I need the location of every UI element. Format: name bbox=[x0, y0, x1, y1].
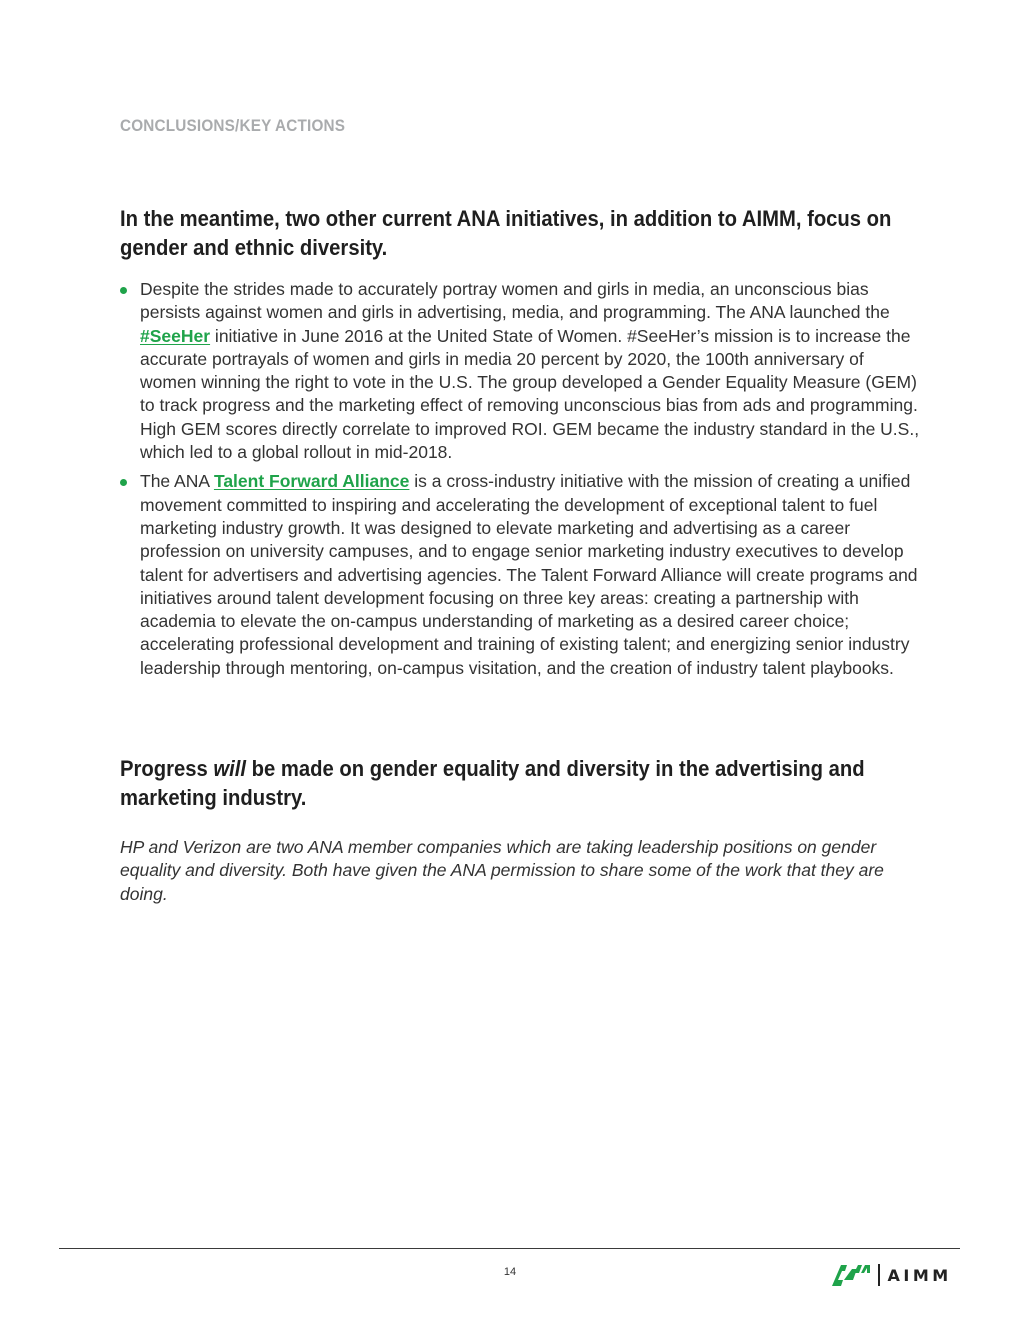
page-number: 14 bbox=[503, 1266, 517, 1278]
bullet-icon bbox=[120, 287, 127, 294]
talent-forward-alliance-link[interactable]: Talent Forward Alliance bbox=[213, 471, 410, 492]
bullet-text: Despite the strides made to accurately portray women and girls in media, an unconscious bias persists against women and girls in advertising, media, and programming. The ANA launched the bbox=[140, 279, 890, 323]
heading-initiatives: In the meantime, two other current ANA initiatives, in addition to AIMM, focus on gender and ethnic diversity. bbox=[120, 206, 892, 260]
heading-progress-after: be made on gender equality and diversity in the advertising and marketing industry. bbox=[120, 756, 865, 810]
aimm-logo-text: AIMM bbox=[887, 1265, 952, 1285]
bullet-text: initiative in June 2016 at the United State of Women. #SeeHer’s mission is to increase the accurate portrayals of women and girls in media 20 percent by 2020, the 100th anniversary of women winning the right to vote in the U.S. The group developed a Gender Equality Measure (GEM) to track progress and the marketing effect of removing unconscious bias from ads and programming. High GEM scores directly correlate to improved ROI. GEM became the industry standard in the U.S., which led to a global rollout in mid-2018. bbox=[140, 325, 920, 463]
bullet-text: The ANA bbox=[140, 471, 214, 492]
section-label: CONCLUSIONS/KEY ACTIONS bbox=[120, 116, 346, 135]
logo-divider bbox=[878, 1264, 880, 1286]
ana-logo-icon bbox=[832, 1263, 872, 1287]
heading-progress-emphasis: will bbox=[213, 756, 246, 781]
bullet-text: is a cross-industry initiative with the mission of creating a unified movement committed to inspiring and accelerating the development of exceptional talent to fuel marketing industry growth. It was designed to elevate marketing and advertising as a career profession on university campuses, and to engage senior marketing industry executives to develop talent for advertisers and advertising agencies. The Talent Forward Alliance will create programs and initiatives around talent development focusing on three key areas: creating a partnership with academia to elevate the on-campus understanding of marketing as a desired career choice; accelerating professional development and training of existing talent; and energizing senior industry leadership through mentoring, on-campus visitation, and the creation of industry talent playbooks. bbox=[140, 471, 918, 678]
list-item bbox=[120, 470, 920, 680]
initiatives-list bbox=[120, 278, 920, 686]
footer-divider bbox=[59, 1248, 960, 1249]
list-item bbox=[120, 278, 920, 464]
heading-progress-before: Progress bbox=[120, 756, 214, 781]
footer-logo bbox=[832, 1262, 952, 1288]
heading-progress bbox=[120, 754, 911, 812]
intro-paragraph: HP and Verizon are two ANA member companies which are taking leadership positions on gender equality and diversity. Both have given the ANA permission to share some of the work that they are doing. bbox=[120, 837, 884, 904]
bullet-icon bbox=[120, 479, 127, 486]
seeher-link[interactable]: #SeeHer bbox=[140, 325, 211, 346]
